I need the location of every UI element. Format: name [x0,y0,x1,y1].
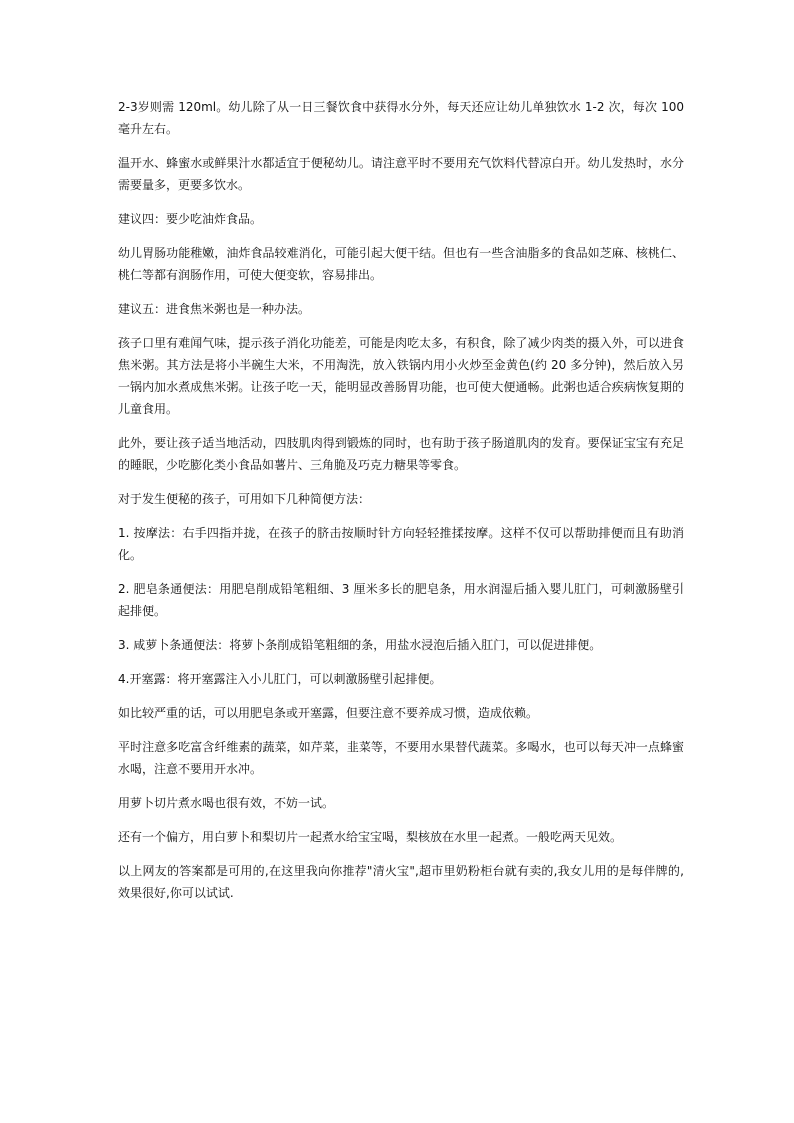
paragraph: 孩子口里有难闻气味，提示孩子消化功能差，可能是肉吃太多，有积食，除了减少肉类的摄入外，可以进食焦米粥。其方法是将小半碗生大米，不用淘洗，放入铁锅内用小火炒至金黄色(约 20 多分钟)，然后放入另一锅内加水煮成焦米粥。让孩子吃一天，能明显改善肠胃功能，也可使大便通畅。此粥也适合疾病恢复期的儿童食用。 [118,336,684,416]
section-heading: 建议四：要少吃油炸食品。 [118,212,263,226]
section-heading: 建议五：进食焦米粥也是一种办法。 [118,302,311,316]
paragraph: 对于发生便秘的孩子，可用如下几种简便方法： [118,492,371,506]
paragraph: 此外，要让孩子适当地活动，四肢肌肉得到锻炼的同时，也有助于孩子肠道肌肉的发育。要保证宝宝有充足的睡眠，少吃膨化类小食品如薯片、三角脆及巧克力糖果等零食。 [118,436,684,472]
list-item: 4.开塞露：将开塞露注入小儿肛门，可以刺激肠壁引起排便。 [118,672,442,686]
paragraph: 温开水、蜂蜜水或鲜果汁水都适宜于便秘幼儿。请注意平时不要用充气饮料代替凉白开。幼儿发热时，水分需要量多，更要多饮水。 [118,156,684,192]
document-page [118,96,684,904]
paragraph: 用萝卜切片煮水喝也很有效，不妨一试。 [118,796,335,810]
list-item: 2. 肥皂条通便法：用肥皂削成铅笔粗细、3 厘米多长的肥皂条，用水润湿后插入婴儿肛门，可刺激肠壁引起排便。 [118,582,684,618]
list-item: 3. 咸萝卜条通便法：将萝卜条削成铅笔粗细的条，用盐水浸泡后插入肛门，可以促进排便。 [118,638,602,652]
paragraph: 还有一个偏方，用白萝卜和梨切片一起煮水给宝宝喝，梨核放在水里一起煮。一般吃两天见效。 [118,830,623,844]
list-item: 1. 按摩法：右手四指并拢，在孩子的脐击按顺时针方向轻轻推揉按摩。这样不仅可以帮助排便而且有助消化。 [118,526,684,562]
paragraph: 2-3岁则需 120ml。幼儿除了从一日三餐饮食中获得水分外，每天还应让幼儿单独饮水 1-2 次，每次 100 毫升左右。 [118,100,684,136]
paragraph: 以上网友的答案都是可用的,在这里我向你推荐"清火宝",超市里奶粉柜台就有卖的,我女儿用的是每伴牌的,效果很好,你可以试试. [118,864,684,900]
paragraph: 如比较严重的话，可以用肥皂条或开塞露，但要注意不要养成习惯，造成依赖。 [118,706,539,720]
paragraph: 幼儿胃肠功能稚嫩，油炸食品较难消化，可能引起大便干结。但也有一些含油脂多的食品如芝麻、核桃仁、桃仁等都有润肠作用，可使大便变软，容易排出。 [118,246,684,282]
paragraph: 平时注意多吃富含纤维素的蔬菜，如芹菜，韭菜等，不要用水果替代蔬菜。多喝水，也可以每天冲一点蜂蜜水喝，注意不要用开水冲。 [118,740,684,776]
